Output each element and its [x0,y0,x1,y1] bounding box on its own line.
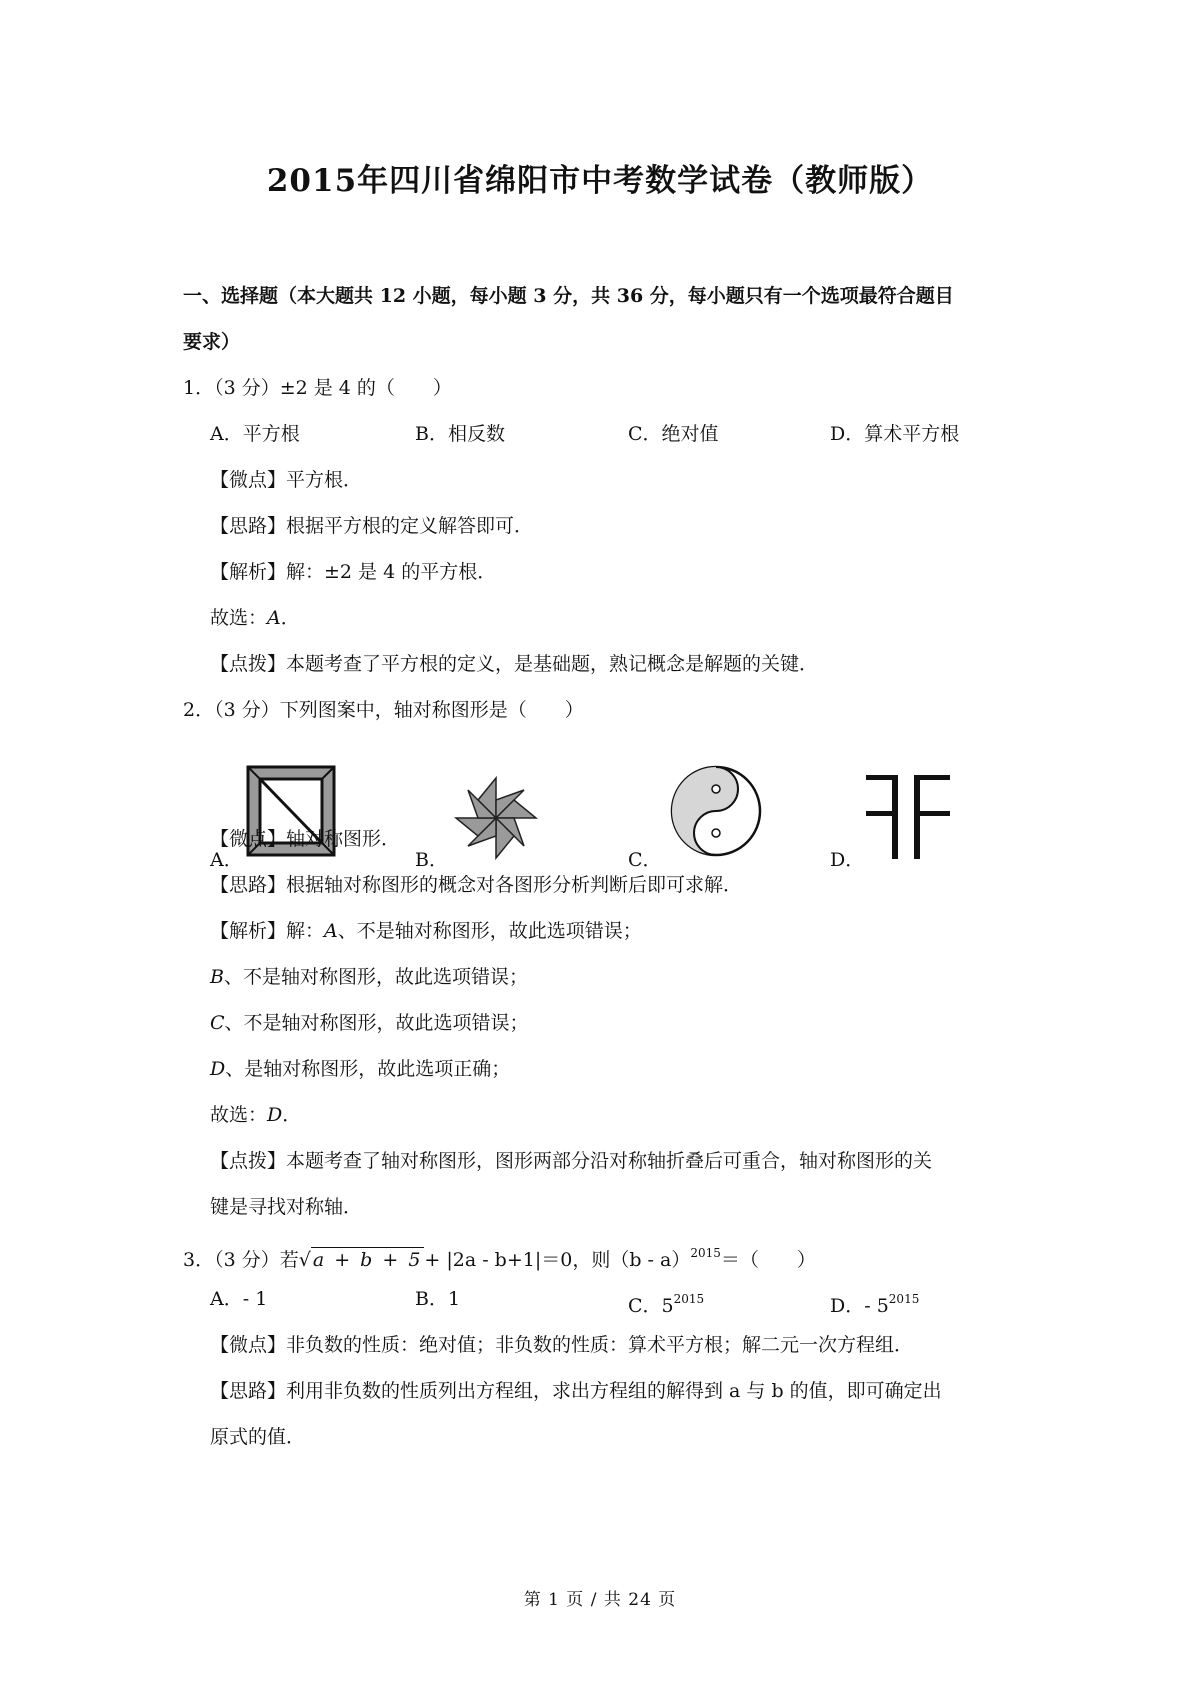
q1-dianbo: 【点拨】本题考查了平方根的定义，是基础题，熟记概念是解题的关键． [210,653,819,675]
q2-figure-d [830,765,980,875]
yin-yang-figure [670,765,762,857]
q3-silu-cont: 原式的值． [210,1426,306,1448]
q2-analysis-d-text: 、是轴对称图形，故此选项正确； [225,1058,511,1080]
q2-answer [210,1100,301,1130]
q1-answer [210,603,300,633]
q1-jiexi: 【解析】解：±2 是 4 的平方根． [210,561,497,583]
q1-option-a: A．平方根 [210,423,300,445]
q2-figure-c [628,765,778,875]
q3-stem [183,1238,816,1275]
q1-silu: 【思路】根据平方根的定义解答即可． [210,515,534,537]
q3-radicand: a + b + 5 [312,1249,423,1271]
q2-figure-a [210,765,360,875]
q2-dianbo: 【点拨】本题考查了轴对称图形，图形两部分沿对称轴折叠后可重合，轴对称图形的关 [210,1150,933,1172]
q3-stem-suffix: ＝（ ） [720,1249,816,1271]
sqrt-expression [299,1245,425,1275]
q3-option-a-value: - 1 [242,1288,268,1310]
page-title: 2015年四川省绵阳市中考数学试卷（教师版） [266,163,934,199]
q2-analysis-c [210,1008,529,1038]
q3-stem-exponent: 2015 [690,1246,721,1260]
q3-option-b-label: B． [415,1288,448,1310]
q3-options [210,1284,1030,1317]
section-heading-cont: 要求） [183,331,241,353]
q3-option-c [628,1284,704,1321]
q3-stem-abs: + |2a - b+1|＝0，则（b - a） [424,1249,691,1271]
q2-figure-b [415,765,565,875]
q3-option-a [210,1284,267,1314]
section-heading: 一、选择题（本大题共 12 小题，每小题 3 分，共 36 分，每小题只有一个选项最符合题目 [183,285,954,307]
q2-analysis-a-letter: A [324,920,338,942]
q2-analysis-d [210,1054,510,1084]
q2-analysis-c-letter: C [210,1012,225,1034]
q2-analysis-a-text: 、不是轴对称图形，故此选项错误； [337,920,642,942]
q3-option-c-exponent: 2015 [673,1292,705,1306]
q3-option-c-value: 5 [661,1295,674,1317]
q3-option-b [415,1284,460,1314]
q2-figure-a-label: A． [210,849,243,871]
q3-stem-prefix: 3．（3 分）若 [183,1249,299,1271]
q1-options [210,419,1030,449]
q1-option-c: C．绝对值 [628,423,719,445]
q1-stem: 1．（3 分）±2 是 4 的（ ） [183,377,452,399]
q1-answer-letter: A [267,607,281,629]
q2-answer-letter: D [267,1104,283,1126]
radical-sign-icon: √ [298,1249,311,1271]
q1-answer-prefix: 故选： [210,607,268,629]
q1-weidian: 【微点】平方根． [210,469,363,491]
q2-analysis-b [210,962,528,992]
q2-stem: 2．（3 分）下列图案中，轴对称图形是（ ） [183,699,584,721]
q2-silu: 【思路】根据轴对称图形的概念对各图形分析判断后即可求解． [210,874,743,896]
q3-option-d [830,1284,919,1321]
q2-weidian: 【微点】轴对称图形． [210,828,401,850]
q3-option-d-value: - 5 [864,1295,889,1317]
q3-option-d-exponent: 2015 [888,1292,920,1306]
q1-option-b: B．相反数 [415,423,505,445]
q3-option-b-value: 1 [447,1288,461,1310]
q2-jiexi-prefix: 【解析】解： [210,920,325,942]
q2-dianbo-cont: 键是寻找对称轴． [210,1196,363,1218]
q1-answer-suffix: ． [280,607,300,629]
q3-option-d-label: D． [830,1295,865,1317]
pinwheel-figure [451,773,541,863]
q2-analysis-c-text: 、不是轴对称图形，故此选项错误； [224,1012,529,1034]
q2-figures [210,765,1030,875]
q3-weidian: 【微点】非负数的性质：绝对值；非负数的性质：算术平方根；解二元一次方程组． [210,1334,914,1356]
q2-figure-c-label: C． [628,849,662,871]
kai-shape-figure [866,771,958,859]
page-footer: 第 1 页 / 共 24 页 [523,1590,677,1610]
q2-analysis-d-letter: D [210,1058,226,1080]
q3-option-c-label: C． [628,1295,662,1317]
q3-option-a-label: A． [210,1288,243,1310]
q2-jiexi [210,916,642,946]
q2-answer-prefix: 故选： [210,1104,268,1126]
q2-analysis-b-letter: B [210,966,224,988]
q2-figure-b-label: B． [415,849,448,871]
q1-option-d: D．算术平方根 [830,423,960,445]
q2-figure-d-label: D． [830,849,865,871]
q2-analysis-b-text: 、不是轴对称图形，故此选项错误； [223,966,528,988]
q3-silu: 【思路】利用非负数的性质列出方程组，求出方程组的解得到 a 与 b 的值，即可确定出 [210,1380,942,1402]
q2-answer-suffix: ． [282,1104,302,1126]
